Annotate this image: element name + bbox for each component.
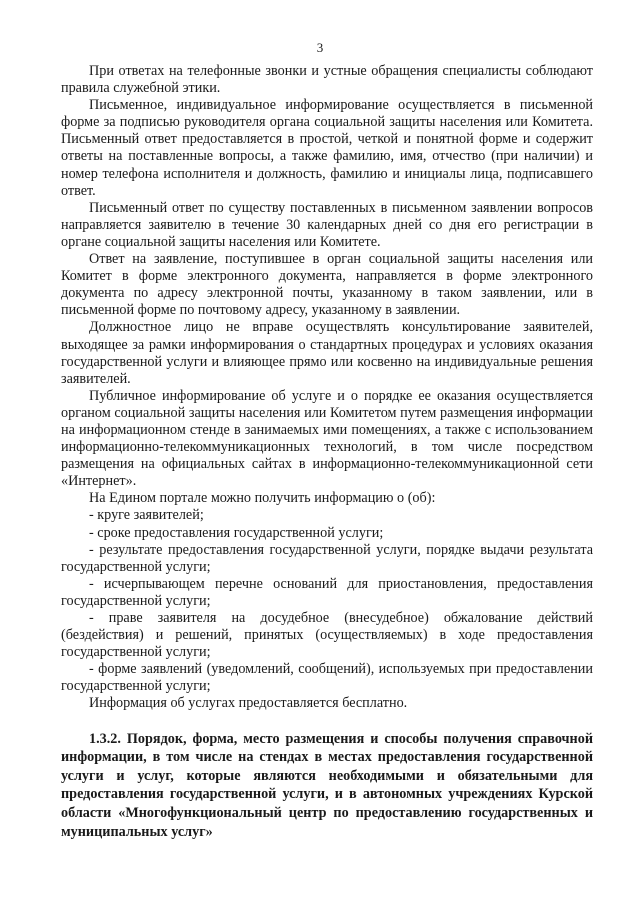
list-item-appeal-right: - праве заявителя на досудебное (внесудебное) обжалование действий (бездействия) и решений, принятых (осуществляемых) в ходе предоставления государственной услуги;: [61, 610, 593, 661]
paragraph-portal-intro: На Едином портале можно получить информацию о (об):: [89, 490, 436, 507]
paragraph-written-answer-deadline: Письменный ответ по существу поставленных в письменном заявлении вопросов направляется заявителю в течение 30 календарных дней со дня его регистрации в органе социальной защиты населения или Комитете.: [61, 199, 593, 250]
paragraph-official-limits: Должностное лицо не вправе осуществлять консультирование заявителей, выходящее за рамки информирования о стандартных процедурах и условиях оказания государственной услуги и влияющее прямо или косвенно на индивидуальные решения заявителей.: [61, 319, 593, 387]
list-item-service-result: - результате предоставления государственной услуги, порядке выдачи результата государственной услуги;: [61, 541, 593, 575]
paragraph-public-informing: Публичное информирование об услуге и о порядке ее оказания осуществляется органом социальной защиты населения или Комитетом путем размещения информации на информационном стенде в занимаемых ими помещениях, а также с использованием информационно-телекоммуникационных технологий, в том числе посредством размещения на официальных сайтах в информационно-телекоммуникационной сети «Интернет».: [61, 387, 593, 490]
paragraph-electronic-answer: Ответ на заявление, поступившее в орган социальной защиты населения или Комитет в форме электронного документа, направляется в форме электронного документа по адресу электронной почты, указанному в таком заявлении, или в письменной форме по почтовому адресу, указанному в заявлении.: [61, 251, 593, 319]
paragraph-free-information: Информация об услугах предоставляется бесплатно.: [89, 695, 408, 712]
section-heading: 1.3.2. Порядок, форма, место размещения и способы получения справочной информации, в том числе на стендах в местах предоставления государственной услуги и услуг, которые являются необходимыми и обязательными для предоставления государственной услуги, и в автономных учреждениях Курской области «Многофункциональный центр по предоставлению государственных и муниципальных услуг»: [61, 730, 593, 840]
document-body: [61, 63, 593, 841]
list-item-suspension-grounds: - исчерпывающем перечне оснований для приостановления, предоставления государственной услуги;: [61, 575, 593, 609]
paragraph-written-informing: Письменное, индивидуальное информирование осуществляется в письменной форме за подписью руководителя органа социальной защиты населения или Комитета. Письменный ответ предоставляется в простой, четкой и понятной форме и содержит ответы на поставленные вопросы, а также фамилию, имя, отчество (при наличии) и номер телефона исполнителя и должность, фамилию и инициалы лица, подписавшего ответ.: [61, 97, 593, 199]
list-item-application-forms: - форме заявлений (уведомлений, сообщений), используемых при предоставлении государственной услуги;: [61, 661, 593, 695]
list-item-applicants: - круге заявителей;: [89, 507, 204, 524]
paragraph-service-ethics: При ответах на телефонные звонки и устные обращения специалисты соблюдают правила служебной этики.: [61, 63, 593, 97]
page-number: 3: [316, 40, 324, 55]
list-item-service-term: - сроке предоставления государственной услуги;: [89, 524, 384, 541]
